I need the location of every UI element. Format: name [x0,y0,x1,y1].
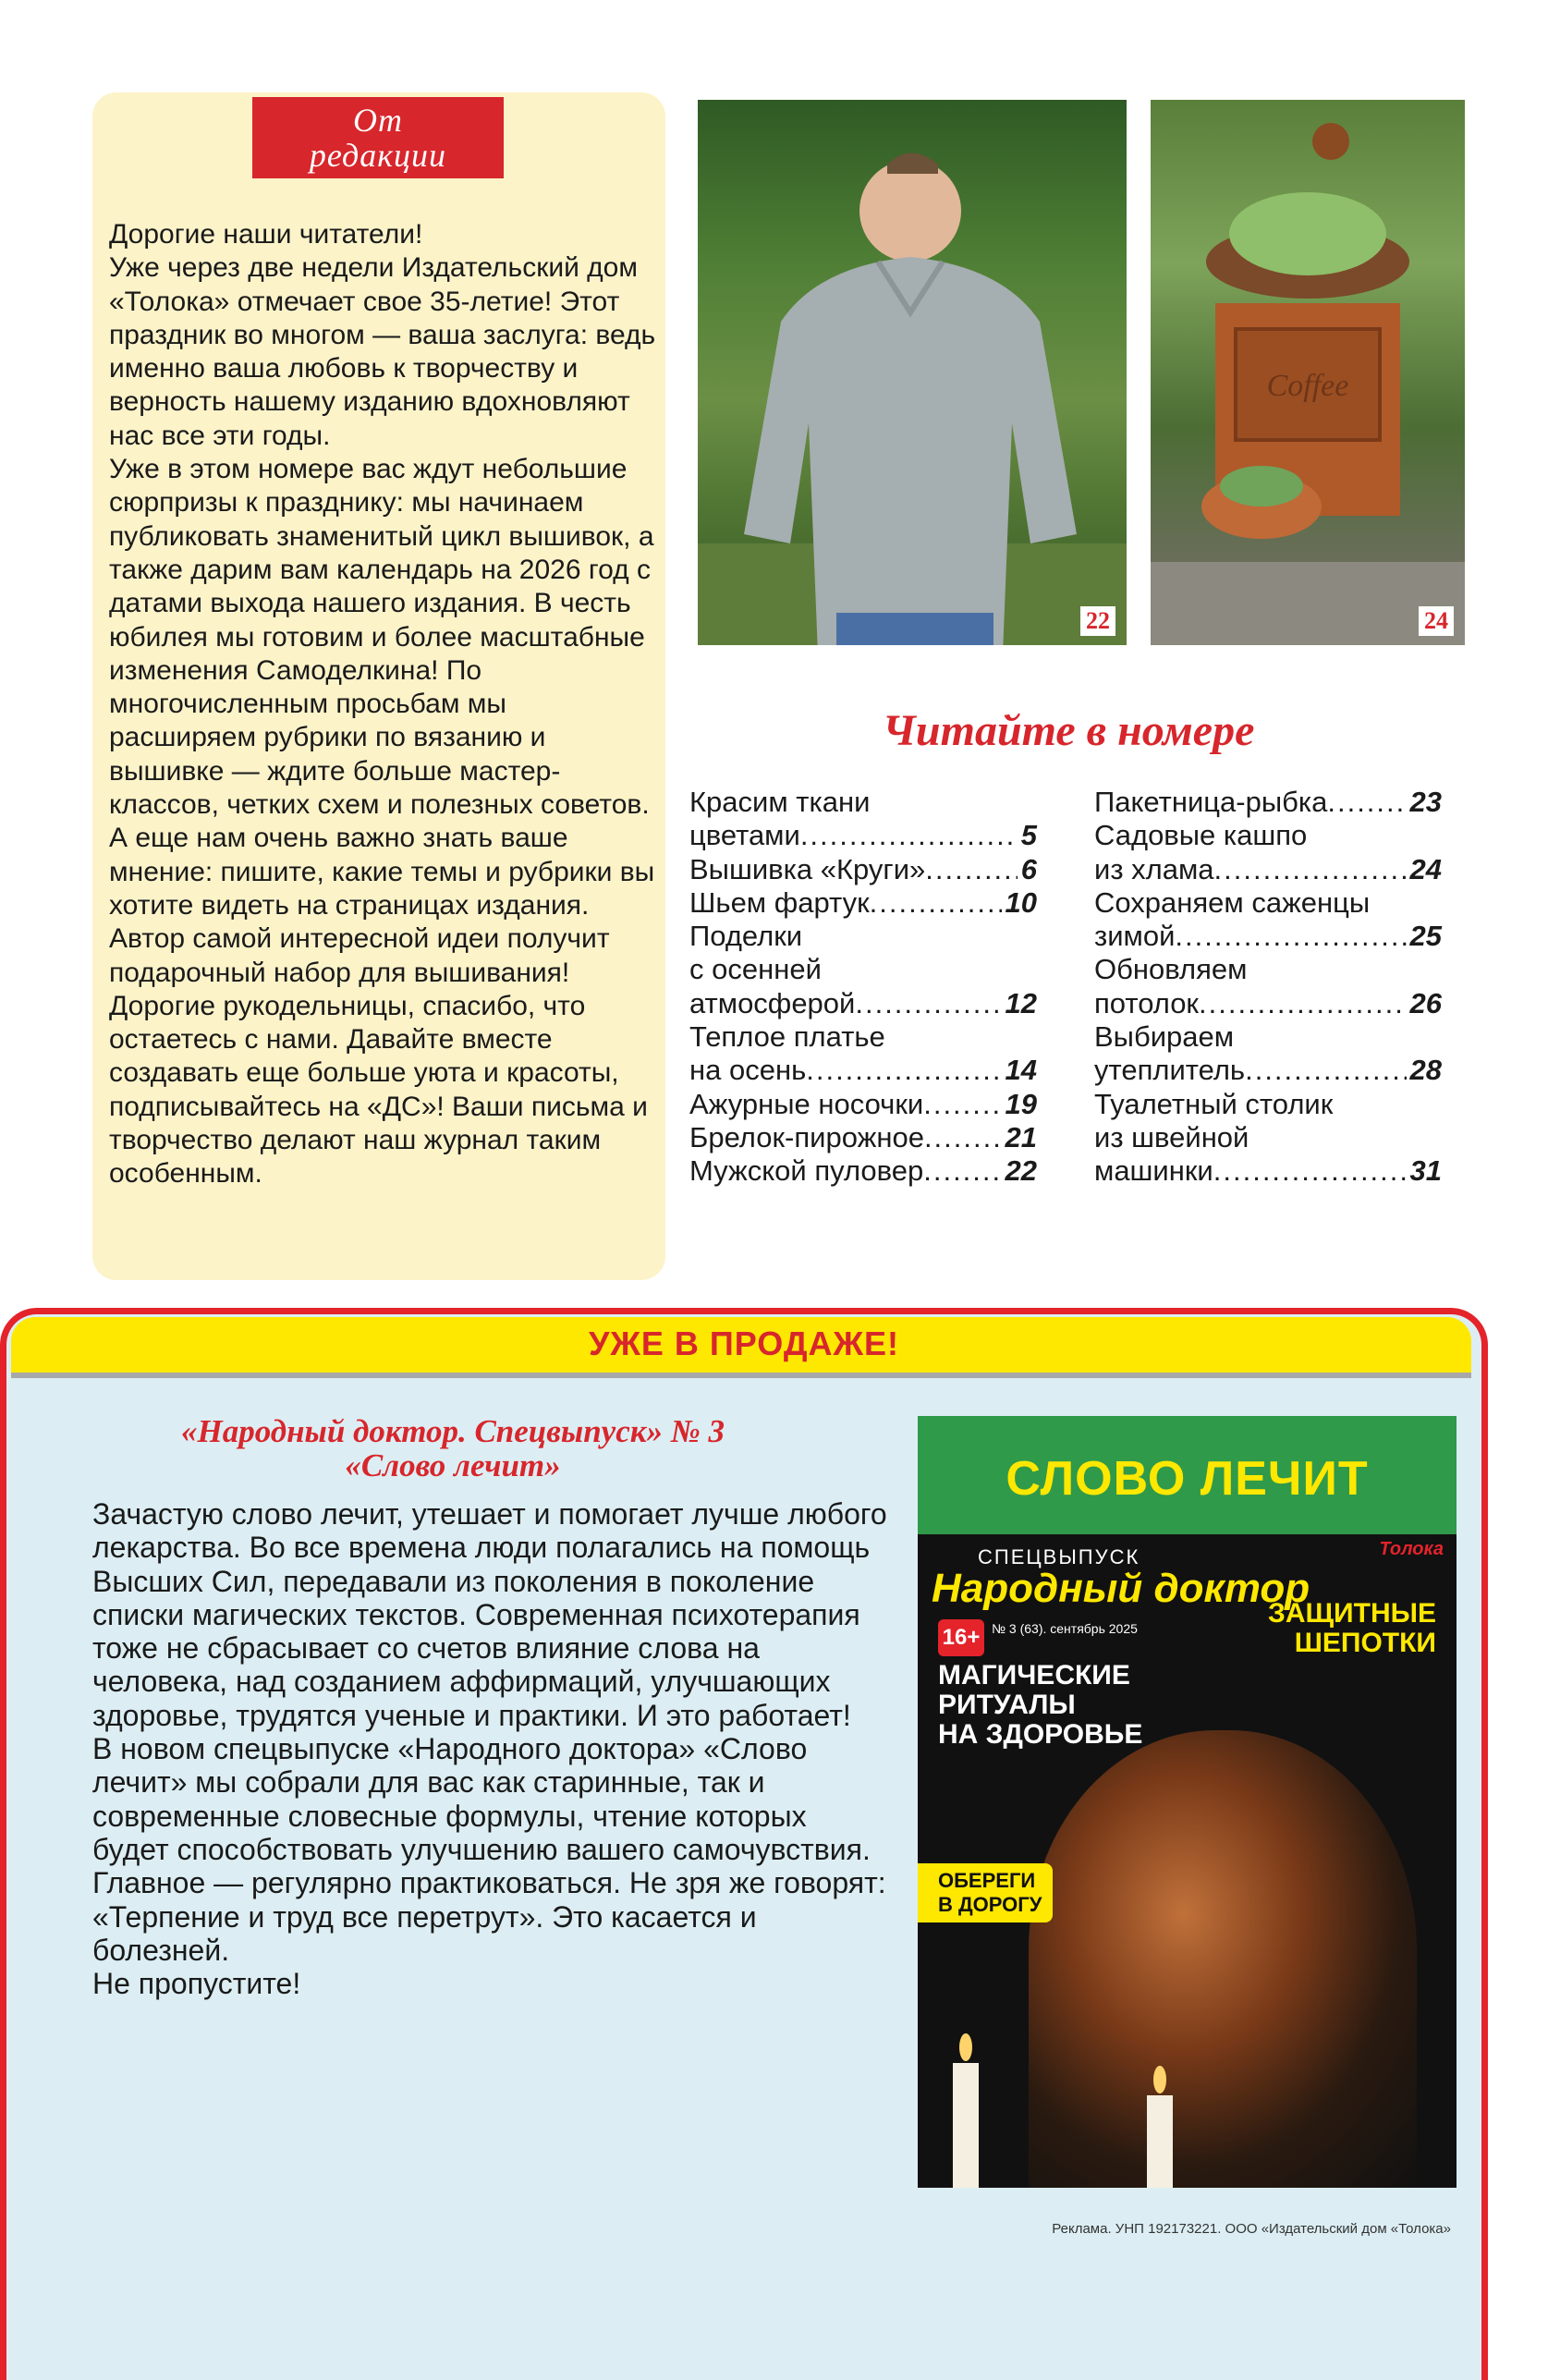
cover-title: СЛОВО ЛЕЧИТ [1006,1452,1369,1506]
toc-entry [1094,886,1442,954]
toc-entry-text: утеплитель [1094,1054,1246,1087]
toc-page-number: 23 [1409,786,1442,818]
toc-entry-text: Вышивка «Круги» [689,852,926,885]
man-illustration [698,100,1127,645]
toc-entry-line [689,1154,1037,1188]
toc-entry-text: Выбираем [1094,1020,1235,1054]
toc-entry-line [689,1088,1037,1121]
toc-entry-line [1094,786,1442,819]
toc-entry-text: Туалетный столик [1094,1087,1334,1120]
editorial-badge-line2: редакции [309,137,447,174]
cover-headline-right: ЗАЩИТНЫЕ ШЕПОТКИ [1268,1598,1436,1658]
on-sale-paragraph: В новом спецвыпуске «Народного доктора» «Слово лечит» мы собрали для вас как старинные, так и современные словесные формулы, чтение которых будет способствовать улучшению вашего самочувствия. Главное — регулярно практиковаться. Не зря же говорят: «Терпение и труд все перетрут». Это касается и болезней. [92,1732,886,1967]
toc-entry [689,786,1037,853]
toc-entry-text: Брелок-пирожное [689,1120,924,1153]
toc-page-number: 5 [1020,819,1037,852]
toc-page-number: 12 [1005,986,1037,1019]
toc-entry-text: Пакетница-рыбка [1094,786,1328,818]
toc-title: Читайте в номере [883,706,1255,755]
toc-entry-text: Ажурные носочки [689,1087,924,1120]
toc-leader-dots [1213,1154,1407,1188]
toc-leader-dots [924,1121,1002,1154]
svg-text:Coffee: Coffee [1266,369,1349,403]
toc-entry-text: Садовые кашпо [1094,819,1308,852]
toc-entry-text: с осенней [689,953,822,986]
toc-leader-dots [1327,786,1406,819]
on-sale-text [92,1497,887,2000]
toc-page-number: 24 [1409,852,1442,885]
toc-leader-dots [800,819,1018,852]
toc-entry-line [689,853,1037,886]
toc-page-number: 25 [1409,920,1442,953]
candle-icon [953,2063,979,2188]
toc-page-number: 26 [1409,986,1442,1019]
on-sale-paragraph: Не пропустите! [92,1967,301,2001]
editorial-paragraph: Уже в этом номере вас ждут небольшие сюрпризы к празднику: мы начинаем публиковать знаменитый цикл вышивок, а также дарим вам календарь на 2026 год с датами выхода нашего издания. В честь юбилея мы готовим и более масштабные изменения Самоделкина! По многочисленным просьбам мы расширяем рубрики по вязанию и вышивке — ждите больше мастер-классов, четких схем и полезных советов. А еще нам очень важно знать ваше мнение: пишите, какие темы и рубрики вы хотите видеть на страницах издания. Автор самой интересной идеи получит подарочный набор для вышивания! [109,454,655,988]
toc-leader-dots [923,1154,1001,1188]
toc-entry-line [689,1054,1037,1087]
toc-leader-dots [806,1054,1001,1087]
toc-entry [689,1154,1037,1188]
cover-headline-left: МАГИЧЕСКИЕ РИТУАЛЫ НА ЗДОРОВЬЕ [938,1660,1143,1750]
editorial-paragraph: Дорогие наши читатели! [109,219,423,250]
toc-entry-text: из швейной [1094,1120,1249,1153]
toc-leader-dots [1245,1054,1406,1087]
toc-entry-line [1094,987,1442,1020]
toc-page-number: 31 [1409,1154,1442,1188]
on-sale-heading [92,1414,813,1483]
toc-entry-text: Поделки [689,920,803,953]
photo-mens-pullover [698,100,1127,645]
toc-entry-text: Мужской пуловер [689,1154,924,1188]
toc-leader-dots [923,1088,1001,1121]
toc-leader-dots [1214,853,1407,886]
photo-garden-planter [1151,100,1465,645]
toc-entry [689,886,1037,920]
toc-entry [689,920,1037,1020]
toc-entry [1094,1088,1442,1189]
cover-age-badge: 16+ [938,1619,984,1656]
toc-right-column [1094,786,1442,1189]
flame-icon [1153,2066,1166,2093]
candle-icon [1147,2095,1173,2188]
toc-entry-text: потолок [1094,986,1199,1019]
magazine-cover [918,1416,1457,2188]
editorial-badge-line1: От [353,102,403,139]
flame-icon [959,2033,972,2061]
toc-entry-text: зимой [1094,920,1176,953]
toc-entry-text: на осень [689,1054,807,1087]
toc-entry [1094,953,1442,1020]
toc-leader-dots [925,853,1017,886]
toc-entry [689,1121,1037,1154]
toc-page-number: 22 [1005,1154,1037,1188]
toc-leader-dots [1199,987,1407,1020]
cover-publisher-logo: Толока [1379,1539,1444,1559]
toc-leader-dots [855,987,1001,1020]
cover-brand: Народный доктор [932,1566,1310,1611]
toc-page-number: 6 [1020,852,1037,885]
toc-page-number: 19 [1005,1087,1037,1120]
toc-entry-line [689,987,1037,1020]
on-sale-heading-line2: «Слово лечит» [345,1447,561,1483]
toc-page-number: 14 [1005,1054,1037,1087]
photo-page-number: 24 [1419,606,1454,636]
on-sale-banner-text: УЖЕ В ПРОДАЖЕ! [588,1324,900,1362]
photo-page-number: 22 [1080,606,1115,636]
planter-illustration [1151,100,1465,645]
editorial-paragraph: Дорогие рукодельницы, спасибо, что остаетесь с нами. Давайте вместе создавать еще больше уюта и красоты, подписывайтесь на «ДС»! Ваши письма и творчество делают наш журнал таким особенным. [109,990,648,1190]
toc-page-number: 28 [1409,1054,1442,1087]
toc-entry-text: Шьем фартук [689,885,870,919]
cover-badge: ОБЕРЕГИ В ДОРОГУ [918,1863,1053,1922]
toc-entry-text: машинки [1094,1154,1213,1188]
editorial-badge [252,97,504,178]
toc-entry-line [1094,1154,1442,1188]
toc-entry-text: из хлама [1094,852,1214,885]
toc-page-number: 21 [1005,1120,1037,1153]
editorial-text [109,218,659,1191]
toc-left-column [689,786,1037,1189]
cover-special-label: СПЕЦВЫПУСК [978,1545,1140,1568]
toc-entry [689,853,1037,886]
toc-leader-dots [1175,920,1406,953]
toc-entry-text: Теплое платье [689,1020,885,1054]
toc-entry-line [1094,853,1442,886]
toc-entry-line [1094,920,1442,953]
toc-entry [689,1020,1037,1088]
on-sale-heading-line1: «Народный доктор. Спецвыпуск» № 3 [181,1413,725,1449]
toc-entry [1094,1020,1442,1088]
toc-entry [1094,819,1442,886]
toc-entry [1094,786,1442,819]
toc-entry-line [689,1121,1037,1154]
toc-entry-text: Обновляем [1094,953,1248,986]
toc-entry-line [689,886,1037,920]
cover-woman-illustration [1029,1730,1417,2188]
toc-entry-text: Красим ткани [689,786,871,818]
toc-entry-line [1094,1054,1442,1087]
on-sale-paragraph: Зачастую слово лечит, утешает и помогает лучше любого лекарства. Во все времена люди полагались на помощь Высших Сил, передавали из поколения в поколение списки магических текстов. Современная психотерапия тоже не сбрасывает со счетов влияние слова на человека, над созданием аффирмаций, улучшающих здоровье, трудятся ученые и практики. И это работает! [92,1497,887,1732]
toc-entry-text: цветами [689,819,800,852]
editorial-paragraph: Уже через две недели Издательский дом «Толока» отмечает свое 35-летие! Этот праздник во многом — ваша заслуга: ведь именно ваша любовь к творчеству и верность нашему изданию вдохновляют нас все эти годы. [109,252,656,451]
toc-page-number: 10 [1005,885,1037,919]
toc-entry-line [689,819,1037,852]
toc-entry [689,1088,1037,1121]
cover-issue: № 3 (63). сентябрь 2025 [992,1621,1138,1636]
toc-entry-text: Сохраняем саженцы [1094,885,1371,919]
toc-leader-dots [870,886,1002,920]
ad-note: Реклама. УНП 192173221. ООО «Издательский дом «Толока» [1052,2221,1451,2237]
toc-entry-text: атмосферой [689,986,856,1019]
